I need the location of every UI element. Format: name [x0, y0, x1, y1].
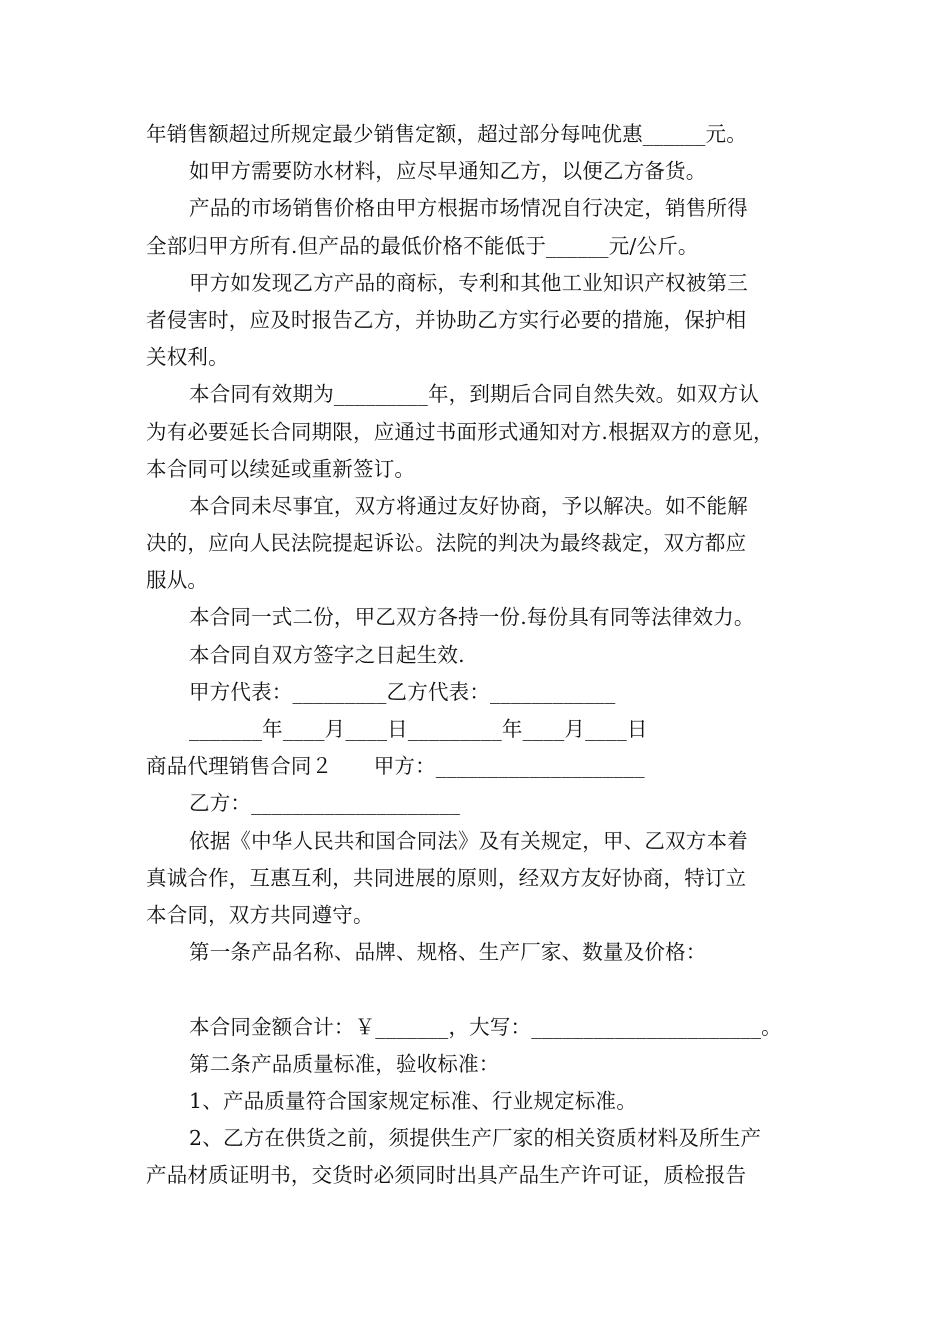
- paragraph-line: _______年____月____日_________年____月____日: [189, 717, 648, 741]
- paragraph-line: 商品代理销售合同２ 甲方：____________________: [146, 754, 645, 779]
- paragraph-line: 决的，应向人民法院提起诉讼。法院的判决为最终裁定，双方都应: [146, 531, 747, 556]
- blank-line: [146, 971, 814, 1008]
- paragraph-line: 产品材质证明书，交货时必须同时出具产品生产许可证，质检报告: [146, 1163, 747, 1188]
- paragraph-line: 全部归甲方所有.但产品的最低价格不能低于______元/公斤。: [146, 233, 699, 258]
- paragraph-line: 本合同金额合计：￥_______，大写：______________________。: [189, 1014, 782, 1039]
- paragraph-line: 关权利。: [146, 345, 229, 370]
- paragraph-line: 服从。: [146, 568, 209, 593]
- paragraph-line: 依据《中华人民共和国合同法》及有关规定，甲、乙双方本着: [189, 828, 748, 853]
- paragraph-line: 第一条产品名称、品牌、规格、生产厂家、数量及价格：: [189, 940, 707, 965]
- document-body: [146, 116, 814, 1194]
- paragraph-line: 2、乙方在供货之前，须提供生产厂家的相关资质材料及所生产: [189, 1126, 762, 1151]
- paragraph-line: 真诚合作，互惠互利，共同进展的原则，经双方友好协商，特订立: [146, 865, 747, 890]
- paragraph-line: 本合同可以续延或重新签订。: [146, 456, 416, 481]
- paragraph-line: 本合同一式二份，甲乙双方各持一份.每份具有同等法律效力。: [189, 605, 755, 630]
- paragraph-line: 甲方如发现乙方产品的商标，专利和其他工业知识产权被第三: [189, 270, 748, 295]
- paragraph-line: 1、产品质量符合国家规定标准、行业规定标准。: [189, 1088, 637, 1113]
- paragraph-line: 本合同未尽事宜，双方将通过友好协商，予以解决。如不能解: [189, 493, 748, 518]
- paragraph-line: 者侵害时，应及时报告乙方，并协助乙方实行必要的措施，保护相: [146, 307, 747, 332]
- paragraph-line: 甲方代表：_________乙方代表：____________: [189, 679, 616, 704]
- paragraph-line: 本合同，双方共同遵守。: [146, 902, 374, 927]
- paragraph-line: 产品的市场销售价格由甲方根据市场情况自行决定，销售所得: [189, 196, 748, 221]
- paragraph-line: 年销售额超过所规定最少销售定额，超过部分每吨优惠______元。: [146, 122, 747, 146]
- paragraph-line: 乙方：____________________: [189, 791, 461, 816]
- paragraph-line: 为有必要延长合同期限，应通过书面形式通知对方.根据双方的意见，: [146, 419, 774, 444]
- paragraph-line: 本合同自双方签字之日起生效.: [189, 642, 465, 667]
- paragraph-line: 如甲方需要防水材料，应尽早通知乙方，以便乙方备货。: [189, 159, 707, 184]
- paragraph-line: 第二条产品质量标准，验收标准：: [189, 1051, 500, 1076]
- paragraph-line: 本合同有效期为_________年，到期后合同自然失效。如双方认: [189, 382, 760, 407]
